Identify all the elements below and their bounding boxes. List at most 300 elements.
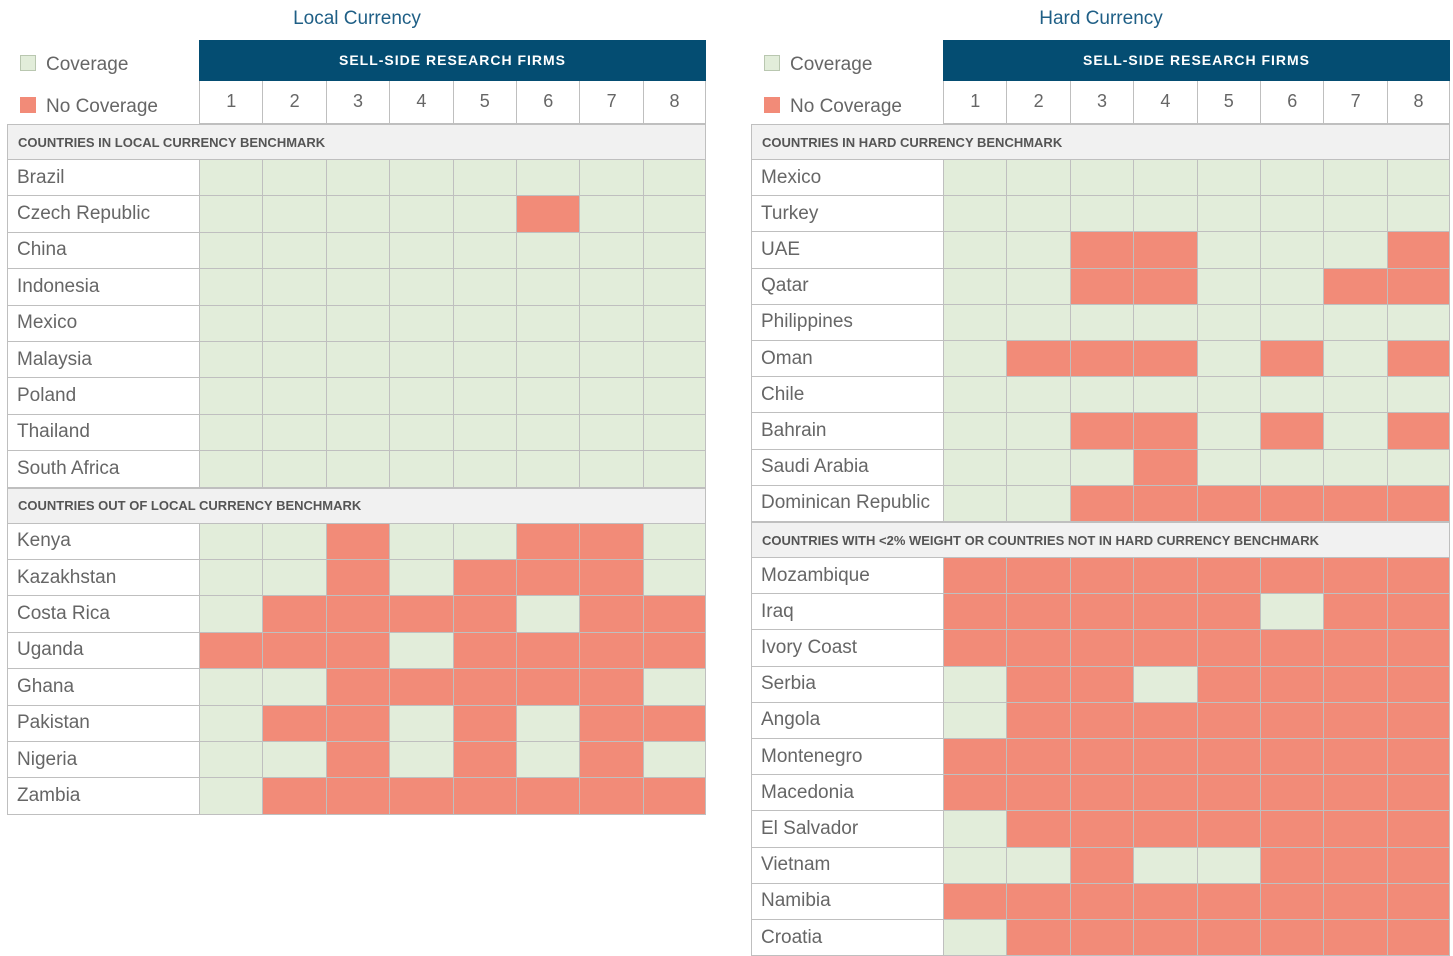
- no-coverage-cell: [389, 669, 452, 705]
- coverage-cell: [199, 560, 262, 596]
- no-coverage-cell: [1260, 630, 1323, 666]
- coverage-cell: [1197, 160, 1260, 196]
- no-coverage-cell: [453, 669, 516, 705]
- coverage-cell: [326, 415, 389, 451]
- no-coverage-cell: [1260, 811, 1323, 847]
- country-label: Turkey: [751, 196, 943, 232]
- coverage-cell: [1323, 341, 1386, 377]
- no-coverage-cell: [199, 633, 262, 669]
- coverage-cell: [1070, 305, 1133, 341]
- country-label: Saudi Arabia: [751, 450, 943, 486]
- no-coverage-cell: [516, 524, 579, 560]
- coverage-cell: [1006, 305, 1069, 341]
- country-label: Qatar: [751, 269, 943, 305]
- coverage-cell: [1006, 269, 1069, 305]
- coverage-cell: [453, 415, 516, 451]
- coverage-cell: [262, 160, 325, 196]
- section-header: COUNTRIES IN HARD CURRENCY BENCHMARK: [751, 124, 1450, 160]
- coverage-cell: [643, 669, 706, 705]
- coverage-cell: [389, 451, 452, 487]
- no-coverage-cell: [1323, 269, 1386, 305]
- coverage-cell: [643, 342, 706, 378]
- no-coverage-cell: [643, 778, 706, 814]
- country-label: Namibia: [751, 884, 943, 920]
- firm-column-4: 4: [1133, 81, 1196, 124]
- no-coverage-cell: [579, 560, 642, 596]
- no-coverage-cell: [1006, 667, 1069, 703]
- coverage-cell: [579, 269, 642, 305]
- no-coverage-cell: [1006, 594, 1069, 630]
- no-coverage-cell: [1197, 486, 1260, 522]
- coverage-cell: [199, 342, 262, 378]
- country-label: Macedonia: [751, 775, 943, 811]
- no-coverage-cell: [262, 633, 325, 669]
- hard-currency-panel: [751, 0, 1451, 954]
- coverage-cell: [943, 920, 1006, 956]
- no-coverage-cell: [516, 633, 579, 669]
- coverage-cell: [1323, 160, 1386, 196]
- coverage-cell: [262, 233, 325, 269]
- no-coverage-cell: [453, 560, 516, 596]
- coverage-cell: [453, 451, 516, 487]
- no-coverage-cell: [1133, 269, 1196, 305]
- firm-column-2: 2: [262, 81, 325, 124]
- legend-no-coverage-label: No Coverage: [790, 96, 902, 117]
- coverage-cell: [1387, 450, 1450, 486]
- no-coverage-cell: [1197, 630, 1260, 666]
- country-label: Thailand: [7, 415, 199, 451]
- no-coverage-cell: [1387, 594, 1450, 630]
- country-label: Kazakhstan: [7, 560, 199, 596]
- coverage-cell: [1070, 377, 1133, 413]
- coverage-cell: [1070, 196, 1133, 232]
- no-coverage-cell: [1197, 775, 1260, 811]
- coverage-cell: [943, 305, 1006, 341]
- no-coverage-cell: [1006, 884, 1069, 920]
- country-label: Serbia: [751, 667, 943, 703]
- no-coverage-cell: [1070, 232, 1133, 268]
- coverage-cell: [1006, 848, 1069, 884]
- coverage-cell: [199, 378, 262, 414]
- coverage-cell: [643, 269, 706, 305]
- coverage-cell: [262, 342, 325, 378]
- coverage-cell: [643, 233, 706, 269]
- coverage-cell: [199, 233, 262, 269]
- no-coverage-cell: [643, 706, 706, 742]
- no-coverage-cell: [262, 778, 325, 814]
- no-coverage-cell: [1260, 739, 1323, 775]
- coverage-cell: [199, 669, 262, 705]
- coverage-cell: [516, 706, 579, 742]
- no-coverage-cell: [1323, 884, 1386, 920]
- coverage-cell: [262, 524, 325, 560]
- coverage-cell: [643, 378, 706, 414]
- coverage-cell: [1006, 450, 1069, 486]
- coverage-cell: [1133, 196, 1196, 232]
- no-coverage-cell: [579, 706, 642, 742]
- no-coverage-cell: [453, 778, 516, 814]
- country-label: Mozambique: [751, 558, 943, 594]
- no-coverage-cell: [326, 778, 389, 814]
- no-coverage-cell: [1387, 630, 1450, 666]
- no-coverage-cell: [1006, 811, 1069, 847]
- no-coverage-cell: [1323, 775, 1386, 811]
- coverage-cell: [326, 233, 389, 269]
- country-label: UAE: [751, 232, 943, 268]
- country-label: Chile: [751, 377, 943, 413]
- country-label: Dominican Republic: [751, 486, 943, 522]
- local-currency-panel: [7, 0, 707, 954]
- coverage-cell: [1133, 377, 1196, 413]
- no-coverage-cell: [1387, 341, 1450, 377]
- no-coverage-cell: [1133, 884, 1196, 920]
- no-coverage-cell: [1387, 775, 1450, 811]
- no-coverage-cell: [1387, 232, 1450, 268]
- coverage-cell: [516, 233, 579, 269]
- coverage-cell: [943, 450, 1006, 486]
- no-coverage-cell: [1197, 739, 1260, 775]
- coverage-cell: [1260, 450, 1323, 486]
- no-coverage-swatch: [20, 97, 36, 113]
- firm-column-4: 4: [389, 81, 452, 124]
- no-coverage-cell: [1133, 703, 1196, 739]
- coverage-cell: [643, 306, 706, 342]
- no-coverage-cell: [1323, 920, 1386, 956]
- coverage-cell: [1133, 667, 1196, 703]
- no-coverage-cell: [1387, 703, 1450, 739]
- no-coverage-cell: [326, 524, 389, 560]
- country-label: Oman: [751, 341, 943, 377]
- country-label: Poland: [7, 378, 199, 414]
- no-coverage-cell: [1133, 920, 1196, 956]
- coverage-cell: [199, 524, 262, 560]
- no-coverage-cell: [326, 596, 389, 632]
- coverage-cell: [326, 160, 389, 196]
- no-coverage-cell: [1006, 558, 1069, 594]
- country-label: Montenegro: [751, 739, 943, 775]
- coverage-cell: [1260, 377, 1323, 413]
- no-coverage-cell: [1133, 630, 1196, 666]
- coverage-cell: [262, 269, 325, 305]
- no-coverage-cell: [516, 560, 579, 596]
- no-coverage-cell: [1197, 594, 1260, 630]
- coverage-cell: [516, 160, 579, 196]
- coverage-cell: [516, 342, 579, 378]
- coverage-cell: [943, 160, 1006, 196]
- firm-column-1: 1: [199, 81, 262, 124]
- coverage-cell: [326, 451, 389, 487]
- no-coverage-cell: [1070, 739, 1133, 775]
- coverage-cell: [1323, 196, 1386, 232]
- no-coverage-cell: [1006, 920, 1069, 956]
- coverage-cell: [1323, 377, 1386, 413]
- coverage-cell: [262, 415, 325, 451]
- coverage-cell: [199, 160, 262, 196]
- no-coverage-cell: [579, 742, 642, 778]
- firms-header: SELL-SIDE RESEARCH FIRMS: [943, 40, 1450, 81]
- coverage-cell: [1323, 305, 1386, 341]
- coverage-cell: [389, 378, 452, 414]
- section-header: COUNTRIES IN LOCAL CURRENCY BENCHMARK: [7, 124, 706, 160]
- no-coverage-cell: [1260, 920, 1323, 956]
- coverage-cell: [453, 269, 516, 305]
- no-coverage-cell: [516, 778, 579, 814]
- coverage-cell: [516, 451, 579, 487]
- coverage-cell: [1197, 377, 1260, 413]
- coverage-cell: [579, 342, 642, 378]
- no-coverage-cell: [262, 706, 325, 742]
- country-label: South Africa: [7, 451, 199, 487]
- coverage-cell: [1197, 848, 1260, 884]
- no-coverage-cell: [1133, 486, 1196, 522]
- no-coverage-cell: [389, 596, 452, 632]
- no-coverage-cell: [1323, 811, 1386, 847]
- country-label: Costa Rica: [7, 596, 199, 632]
- coverage-cell: [262, 560, 325, 596]
- coverage-cell: [1197, 196, 1260, 232]
- coverage-cell: [199, 196, 262, 232]
- no-coverage-cell: [1070, 558, 1133, 594]
- no-coverage-cell: [1260, 775, 1323, 811]
- coverage-cell: [1323, 413, 1386, 449]
- coverage-cell: [943, 413, 1006, 449]
- firm-column-7: 7: [1323, 81, 1386, 124]
- coverage-cell: [1387, 305, 1450, 341]
- coverage-cell: [199, 596, 262, 632]
- no-coverage-cell: [326, 706, 389, 742]
- coverage-cell: [326, 342, 389, 378]
- coverage-cell: [326, 378, 389, 414]
- firms-header: SELL-SIDE RESEARCH FIRMS: [199, 40, 706, 81]
- section-header: COUNTRIES WITH <2% WEIGHT OR COUNTRIES NOT IN HARD CURRENCY BENCHMARK: [751, 522, 1450, 558]
- no-coverage-cell: [579, 669, 642, 705]
- no-coverage-cell: [516, 669, 579, 705]
- no-coverage-cell: [262, 596, 325, 632]
- coverage-cell: [1133, 305, 1196, 341]
- no-coverage-cell: [326, 669, 389, 705]
- coverage-cell: [199, 451, 262, 487]
- coverage-cell: [1006, 486, 1069, 522]
- coverage-cell: [943, 232, 1006, 268]
- country-label: Indonesia: [7, 269, 199, 305]
- coverage-cell: [1197, 232, 1260, 268]
- coverage-cell: [943, 486, 1006, 522]
- coverage-cell: [516, 596, 579, 632]
- country-label: Pakistan: [7, 706, 199, 742]
- no-coverage-cell: [1133, 413, 1196, 449]
- country-label: Philippines: [751, 305, 943, 341]
- coverage-swatch: [764, 55, 780, 71]
- no-coverage-cell: [1070, 630, 1133, 666]
- coverage-cell: [1070, 160, 1133, 196]
- coverage-cell: [579, 233, 642, 269]
- no-coverage-cell: [1197, 703, 1260, 739]
- no-coverage-cell: [1006, 739, 1069, 775]
- no-coverage-cell: [1133, 450, 1196, 486]
- coverage-cell: [516, 378, 579, 414]
- no-coverage-cell: [1260, 848, 1323, 884]
- country-label: Mexico: [751, 160, 943, 196]
- no-coverage-cell: [1006, 775, 1069, 811]
- no-coverage-cell: [1260, 667, 1323, 703]
- coverage-cell: [389, 160, 452, 196]
- no-coverage-cell: [1387, 920, 1450, 956]
- no-coverage-cell: [1387, 269, 1450, 305]
- coverage-cell: [1070, 450, 1133, 486]
- country-label: Bahrain: [751, 413, 943, 449]
- coverage-cell: [389, 706, 452, 742]
- no-coverage-cell: [1070, 269, 1133, 305]
- no-coverage-cell: [1323, 703, 1386, 739]
- country-label: China: [7, 233, 199, 269]
- no-coverage-cell: [1070, 486, 1133, 522]
- coverage-cell: [1260, 196, 1323, 232]
- no-coverage-cell: [1197, 558, 1260, 594]
- coverage-cell: [943, 341, 1006, 377]
- no-coverage-cell: [943, 739, 1006, 775]
- coverage-cell: [453, 378, 516, 414]
- coverage-cell: [643, 524, 706, 560]
- no-coverage-cell: [943, 884, 1006, 920]
- coverage-cell: [389, 524, 452, 560]
- legend-coverage-label: Coverage: [790, 54, 873, 75]
- coverage-cell: [453, 342, 516, 378]
- no-coverage-cell: [643, 596, 706, 632]
- no-coverage-cell: [943, 775, 1006, 811]
- country-label: Nigeria: [7, 742, 199, 778]
- country-label: Ivory Coast: [751, 630, 943, 666]
- no-coverage-cell: [1070, 775, 1133, 811]
- no-coverage-cell: [453, 742, 516, 778]
- coverage-cell: [643, 196, 706, 232]
- coverage-cell: [579, 160, 642, 196]
- coverage-cell: [1133, 160, 1196, 196]
- coverage-cell: [1260, 232, 1323, 268]
- no-coverage-cell: [453, 596, 516, 632]
- panel-title: Local Currency: [293, 8, 421, 29]
- coverage-cell: [1006, 232, 1069, 268]
- coverage-cell: [579, 415, 642, 451]
- no-coverage-cell: [943, 594, 1006, 630]
- coverage-cell: [453, 160, 516, 196]
- section-header: COUNTRIES OUT OF LOCAL CURRENCY BENCHMARK: [7, 488, 706, 524]
- no-coverage-cell: [1323, 486, 1386, 522]
- coverage-cell: [389, 342, 452, 378]
- coverage-cell: [262, 306, 325, 342]
- coverage-cell: [943, 196, 1006, 232]
- coverage-cell: [1260, 305, 1323, 341]
- coverage-cell: [943, 667, 1006, 703]
- coverage-cell: [516, 415, 579, 451]
- coverage-cell: [1387, 377, 1450, 413]
- coverage-cell: [1006, 160, 1069, 196]
- no-coverage-cell: [1387, 848, 1450, 884]
- coverage-cell: [389, 196, 452, 232]
- no-coverage-cell: [453, 633, 516, 669]
- no-coverage-cell: [1070, 594, 1133, 630]
- no-coverage-cell: [1387, 739, 1450, 775]
- no-coverage-cell: [579, 633, 642, 669]
- country-label: Vietnam: [751, 848, 943, 884]
- no-coverage-cell: [1387, 667, 1450, 703]
- coverage-cell: [453, 233, 516, 269]
- no-coverage-cell: [326, 742, 389, 778]
- coverage-cell: [453, 524, 516, 560]
- coverage-cell: [389, 560, 452, 596]
- coverage-cell: [516, 742, 579, 778]
- no-coverage-cell: [1133, 341, 1196, 377]
- country-label: Czech Republic: [7, 196, 199, 232]
- no-coverage-cell: [1070, 920, 1133, 956]
- coverage-cell: [199, 415, 262, 451]
- country-label: Angola: [751, 703, 943, 739]
- coverage-cell: [262, 378, 325, 414]
- firm-column-8: 8: [1387, 81, 1450, 124]
- no-coverage-cell: [1006, 341, 1069, 377]
- coverage-cell: [453, 306, 516, 342]
- no-coverage-cell: [1070, 667, 1133, 703]
- no-coverage-cell: [1133, 594, 1196, 630]
- coverage-cell: [943, 377, 1006, 413]
- coverage-cell: [643, 160, 706, 196]
- firm-column-7: 7: [579, 81, 642, 124]
- no-coverage-cell: [516, 196, 579, 232]
- no-coverage-cell: [1387, 811, 1450, 847]
- coverage-cell: [389, 415, 452, 451]
- country-label: Malaysia: [7, 342, 199, 378]
- no-coverage-cell: [453, 706, 516, 742]
- coverage-cell: [389, 742, 452, 778]
- no-coverage-cell: [943, 558, 1006, 594]
- coverage-cell: [1323, 232, 1386, 268]
- no-coverage-cell: [1133, 232, 1196, 268]
- no-coverage-cell: [1323, 594, 1386, 630]
- no-coverage-cell: [1260, 341, 1323, 377]
- no-coverage-cell: [579, 596, 642, 632]
- no-coverage-cell: [1387, 558, 1450, 594]
- no-coverage-cell: [579, 524, 642, 560]
- no-coverage-cell: [1387, 486, 1450, 522]
- coverage-cell: [389, 633, 452, 669]
- no-coverage-cell: [1133, 811, 1196, 847]
- no-coverage-cell: [1070, 884, 1133, 920]
- no-coverage-cell: [1133, 739, 1196, 775]
- coverage-cell: [943, 848, 1006, 884]
- no-coverage-cell: [1197, 811, 1260, 847]
- country-label: Kenya: [7, 524, 199, 560]
- no-coverage-cell: [579, 778, 642, 814]
- coverage-cell: [199, 742, 262, 778]
- country-label: Zambia: [7, 778, 199, 814]
- firm-column-2: 2: [1006, 81, 1069, 124]
- coverage-cell: [453, 196, 516, 232]
- coverage-cell: [389, 306, 452, 342]
- coverage-cell: [579, 451, 642, 487]
- country-label: Ghana: [7, 669, 199, 705]
- no-coverage-swatch: [764, 97, 780, 113]
- coverage-cell: [1387, 160, 1450, 196]
- coverage-cell: [1387, 196, 1450, 232]
- firm-column-8: 8: [643, 81, 706, 124]
- country-label: Uganda: [7, 633, 199, 669]
- no-coverage-cell: [326, 560, 389, 596]
- no-coverage-cell: [1260, 558, 1323, 594]
- country-label: Brazil: [7, 160, 199, 196]
- legend-no-coverage-label: No Coverage: [46, 96, 158, 117]
- coverage-cell: [1260, 269, 1323, 305]
- coverage-cell: [199, 706, 262, 742]
- no-coverage-cell: [1133, 775, 1196, 811]
